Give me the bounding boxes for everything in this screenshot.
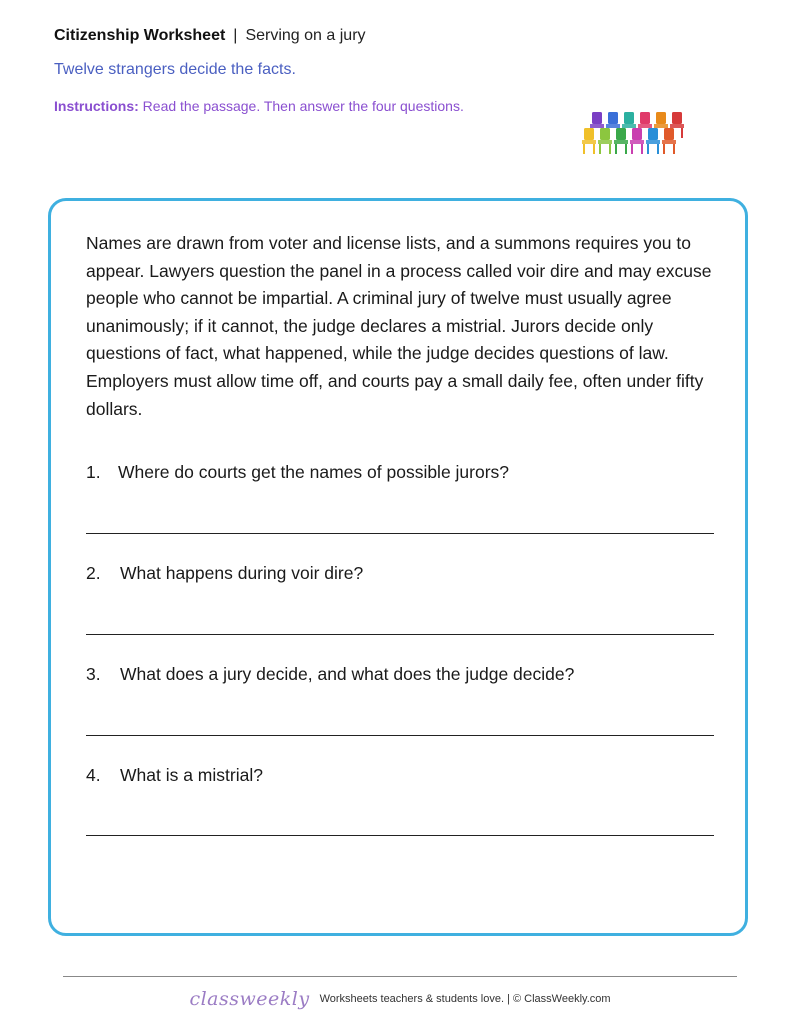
jury-chairs-icon — [578, 110, 690, 170]
instructions-label: Instructions: — [54, 98, 139, 114]
chair-icon — [630, 128, 644, 154]
reading-passage: Names are drawn from voter and license lists, and a summons requires you to appear. Lawyers question the panel in a process called voir dire and may excuse people who cannot be impartial. A criminal jury of twelve must usually agree unanimously; if it cannot, the judge declares a mistrial. Jurors decide only questions of fact, what happened, while the judge decides questions of law. Employers must allow time off, and courts pay a small daily fee, often under fifty dollars. — [86, 233, 712, 419]
question-text: What does a jury decide, and what does the judge decide? — [120, 664, 575, 684]
footer-tagline: Worksheets teachers & students love. | © ClassWeekly.com — [319, 993, 611, 1005]
question-4 — [86, 764, 263, 786]
instructions-text: Read the passage. Then answer the four questions. — [142, 98, 464, 114]
question-number: 1. — [86, 462, 101, 482]
question-number: 3. — [86, 664, 101, 684]
footer — [0, 988, 800, 1010]
worksheet-title: Citizenship Worksheet — [54, 27, 226, 44]
chair-icon — [614, 128, 628, 154]
question-text: What happens during voir dire? — [120, 563, 364, 583]
answer-line-4[interactable] — [86, 835, 714, 836]
chair-icon — [646, 128, 660, 154]
chair-icon — [598, 128, 612, 154]
footer-divider — [63, 976, 737, 977]
question-number: 4. — [86, 765, 101, 785]
chair-icon — [662, 128, 676, 154]
question-text: What is a mistrial? — [120, 765, 263, 785]
answer-line-3[interactable] — [86, 735, 714, 736]
question-1 — [86, 461, 509, 483]
worksheet-topic: Serving on a jury — [245, 27, 366, 44]
worksheet-subtitle: Twelve strangers decide the facts. — [54, 61, 296, 78]
brand-logo: classweekly — [189, 988, 310, 1010]
instructions — [54, 97, 464, 115]
header-separator: | — [233, 27, 238, 44]
question-text: Where do courts get the names of possible jurors? — [118, 462, 510, 482]
chair-icon — [582, 128, 596, 154]
question-2 — [86, 562, 363, 584]
answer-line-1[interactable] — [86, 533, 714, 534]
worksheet-header — [54, 26, 366, 46]
question-3 — [86, 663, 574, 685]
answer-line-2[interactable] — [86, 634, 714, 635]
question-number: 2. — [86, 563, 101, 583]
